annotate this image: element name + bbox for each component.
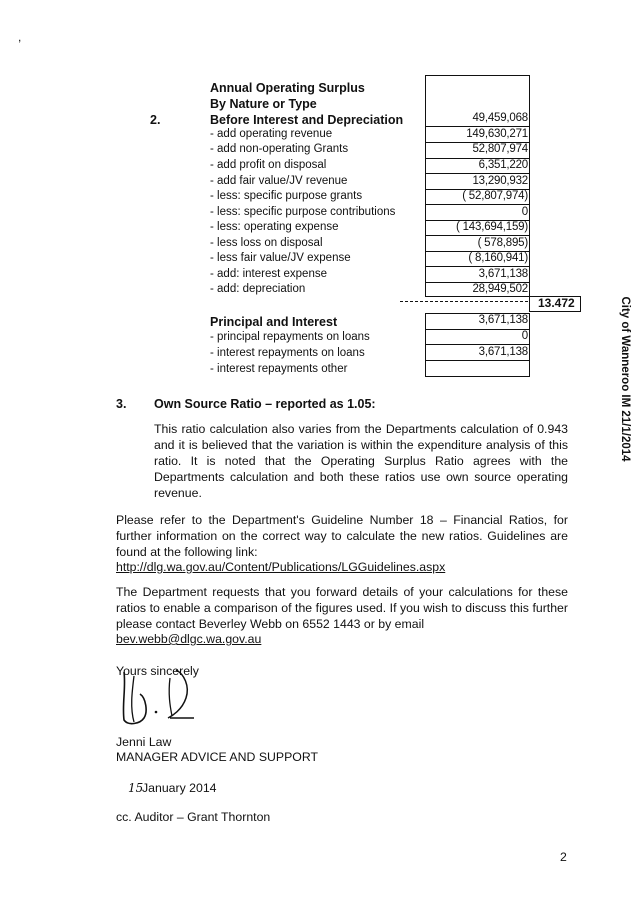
item-value: 13,290,932 xyxy=(472,175,528,187)
signer-title: MANAGER ADVICE AND SUPPORT xyxy=(116,750,319,764)
item-value: ( 578,895) xyxy=(477,237,528,249)
section-2-number: 2. xyxy=(150,113,161,127)
guideline-link[interactable]: http://dlg.wa.gov.au/Content/Publications/LGGuidelines.aspx xyxy=(116,560,446,574)
ratio-result: 13.472 xyxy=(538,296,575,310)
table-heading-1: Annual Operating Surplus xyxy=(210,81,365,95)
item-value: ( 143,694,159) xyxy=(455,221,528,233)
item-label: - less: operating expense xyxy=(210,221,339,233)
cc-line: cc. Auditor – Grant Thornton xyxy=(116,810,271,824)
item-value: ( 8,160,941) xyxy=(468,252,528,264)
signature xyxy=(110,668,220,730)
table-heading-2: By Nature or Type xyxy=(210,97,317,111)
item-value: 149,630,271 xyxy=(466,128,528,140)
request-paragraph: The Department requests that you forward details of your calculations for these ratios to enable a comparison of the figures used. If you wish to discuss this further please contact Beverley Webb on 6552 1443 or by email xyxy=(116,585,568,631)
principal-value: 3,671,138 xyxy=(478,314,528,326)
section-3-paragraph: This ratio calculation also varies from the Departments calculation of 0.943 and it is believed that the variation is within the expenditure analysis of this ratio. It is noted that the Operating Surplus Ratio agrees with the Departments calculation and both these ratios use own source operating revenue. xyxy=(154,422,568,500)
contact-email[interactable]: bev.webb@dlgc.wa.gov.au xyxy=(116,632,262,646)
guideline-paragraph: Please refer to the Department's Guideline Number 18 – Financial Ratios, for further information on the correct way to calculate the new ratios. Guidelines are found at the following link: xyxy=(116,513,568,559)
date-handwritten: 15 xyxy=(128,781,144,795)
table-heading-3: Before Interest and Depreciation xyxy=(210,113,404,127)
item-value: 3,671,138 xyxy=(478,268,528,280)
item-label: - add operating revenue xyxy=(210,128,333,140)
item-value: 52,807,974 xyxy=(472,143,528,155)
item-value: 0 xyxy=(521,206,528,218)
signer-name: Jenni Law xyxy=(116,735,172,749)
principal-heading: Principal and Interest xyxy=(210,315,338,329)
row-divider xyxy=(425,204,529,205)
principal-item-label: - interest repayments other xyxy=(210,363,348,375)
item-value: ( 52,807,974) xyxy=(462,190,528,202)
item-label: - add: depreciation xyxy=(210,283,306,295)
letter-date: January 2014 xyxy=(142,781,217,795)
principal-item-value: 0 xyxy=(521,330,528,342)
principal-item-label: - principal repayments on loans xyxy=(210,331,370,343)
section-3-heading: Own Source Ratio – reported as 1.05: xyxy=(154,397,376,411)
item-value: 28,949,502 xyxy=(472,283,528,295)
item-label: - add: interest expense xyxy=(210,268,327,280)
base-value: 49,459,068 xyxy=(472,112,528,124)
margin-mark: , xyxy=(18,30,22,44)
row-divider xyxy=(425,344,529,345)
item-label: - add non-operating Grants xyxy=(210,143,349,155)
row-divider xyxy=(425,266,529,267)
row-divider xyxy=(425,360,529,361)
principal-item-value: 3,671,138 xyxy=(478,346,528,358)
item-label: - add fair value/JV revenue xyxy=(210,175,348,187)
page-number: 2 xyxy=(560,850,567,864)
item-label: - less: specific purpose contributions xyxy=(210,206,396,218)
item-label: - less: specific purpose grants xyxy=(210,190,363,202)
side-stamp: City of Wanneroo IM 21/1/2014 xyxy=(619,296,631,462)
item-label: - less fair value/JV expense xyxy=(210,252,351,264)
row-divider xyxy=(425,126,529,127)
item-value: 6,351,220 xyxy=(478,159,528,171)
item-label: - less loss on disposal xyxy=(210,237,323,249)
row-divider xyxy=(425,235,529,236)
dashed-separator xyxy=(400,301,528,302)
closing: Yours sincerely xyxy=(116,664,199,678)
principal-item-label: - interest repayments on loans xyxy=(210,347,365,359)
section-3-number: 3. xyxy=(116,397,127,411)
item-label: - add profit on disposal xyxy=(210,159,327,171)
row-divider xyxy=(425,173,529,174)
